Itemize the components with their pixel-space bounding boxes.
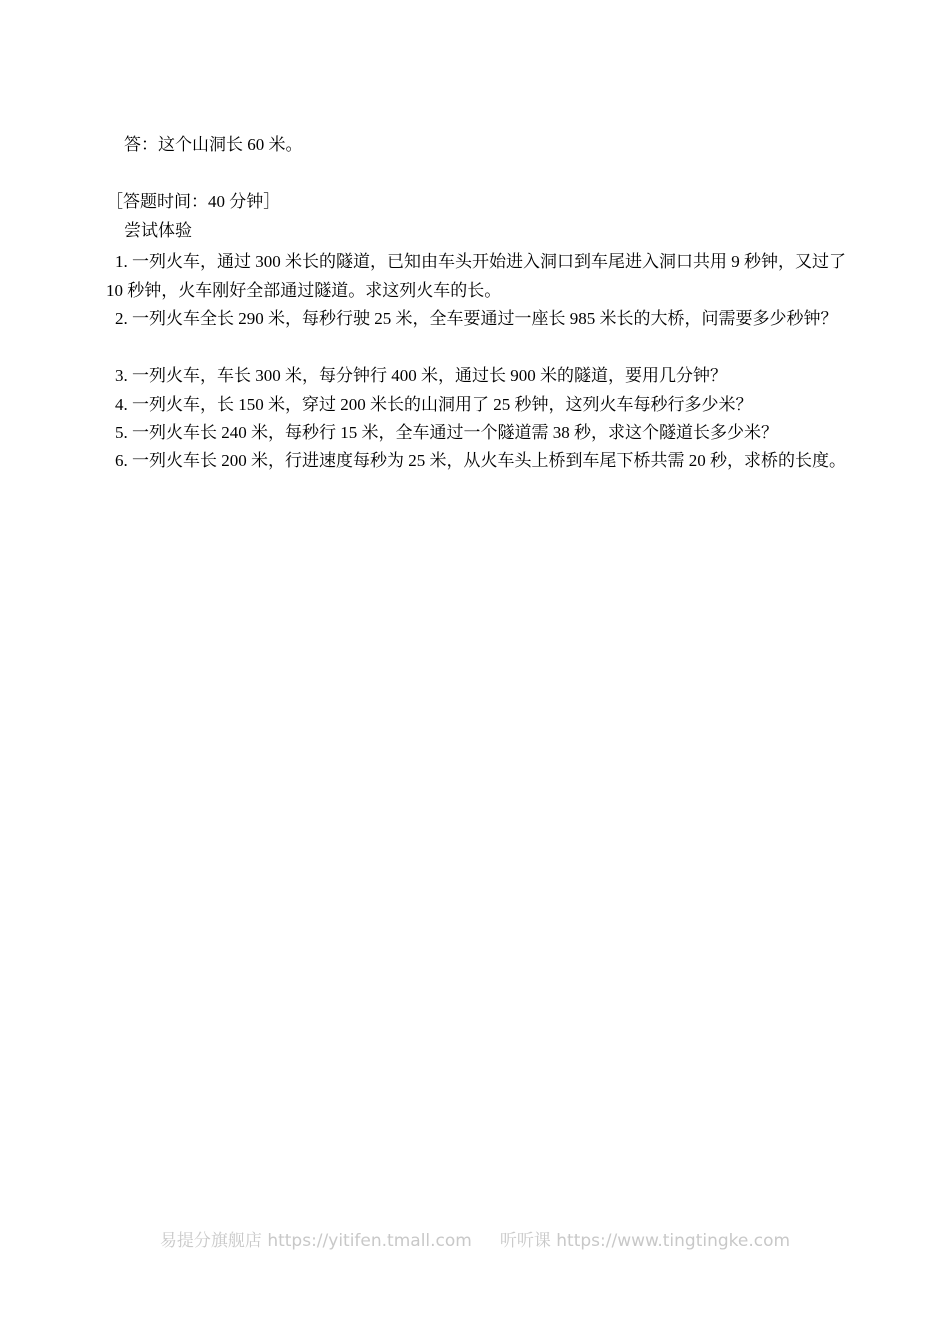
problem-6: 6. 一列火车长 200 米，行进速度每秒为 25 米，从火车头上桥到车尾下桥共需 20 秒，求桥的长度。 xyxy=(115,451,846,470)
problem-1: 1. 一列火车，通过 300 米长的隧道，已知由车头开始进入洞口到车尾进入洞口共用 9 秒钟，又过了 10 秒钟，火车刚好全部通过隧道。求这列火车的长。 xyxy=(106,252,846,300)
footer-link-yitifen[interactable]: 易提分旗舰店 https://yitifen.tmall.com xyxy=(159,1231,472,1251)
section-title: 尝试体验 xyxy=(124,221,192,240)
footer-link-tingtingke[interactable]: 听听课 https://www.tingtingke.com xyxy=(499,1231,791,1251)
problem-4: 4. 一列火车，长 150 米，穿过 200 米长的山洞用了 25 秒钟，这列火车每秒行多少米？ xyxy=(115,395,753,414)
problem-5: 5. 一列火车长 240 米，每秒行 15 米，全车通过一个隧道需 38 秒，求这个隧道长多少米？ xyxy=(115,423,778,442)
answer-time-line: ［答题时间：40 分钟］ xyxy=(106,192,281,211)
problem-2: 2. 一列火车全长 290 米，每秒行驶 25 米，全车要通过一座长 985 米长的大桥，问需要多少秒钟？ xyxy=(115,309,838,328)
page-footer xyxy=(0,1229,950,1253)
answer-line: 答：这个山洞长 60 米。 xyxy=(124,135,303,154)
problem-3: 3. 一列火车，车长 300 米，每分钟行 400 米，通过长 900 米的隧道，要用几分钟？ xyxy=(115,366,727,385)
